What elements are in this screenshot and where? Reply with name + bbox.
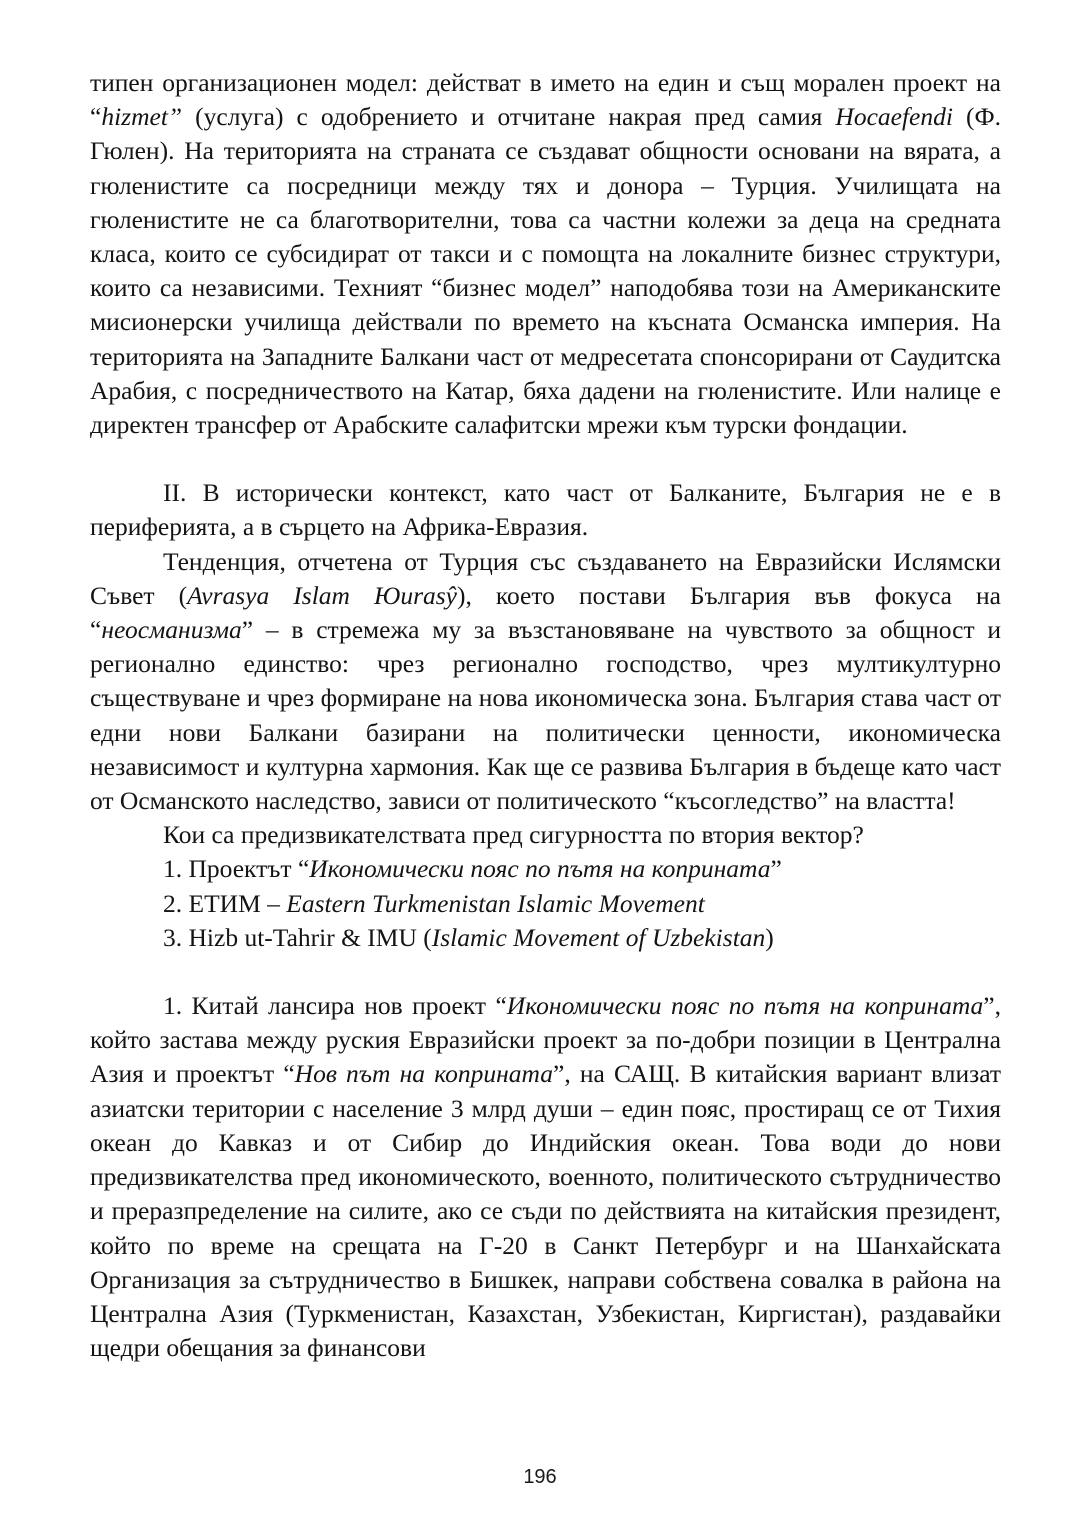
- paragraph-text: ”, който застава между руския Евразийски проект за по-добри позиции в Централна Азия и проектът “: [90, 991, 1001, 1089]
- page-body: [90, 66, 1001, 1365]
- paragraph-text: типен организационен модел: действат в името на един и същ морален проект на “: [90, 68, 1001, 132]
- paragraph-silk-road: [90, 989, 1001, 1365]
- paragraph-text: II. В исторически контекст, като част от Балканите, България не е в периферията, а в сърцето на Африка-Евразия.: [90, 478, 1001, 542]
- paragraph-text: ” – в стремежа му за възстановяване на чувството за общност и регионално единство: чрез регионално господство, чрез мултикултурно съществуване и чрез формиране на нова икономическа зона. България става част от едни нови Балкани базирани на политически ценности, икономическа независимост и културна хармония. Как ще се развива България в бъдеще като част от Османското наследство, зависи от политическото “късогледство” на властта!: [90, 615, 1001, 816]
- italic-term-avrasya: Avrasya Islam Юurasŷ: [187, 580, 457, 610]
- paragraph-spacer: [90, 442, 1001, 476]
- list-item: 1. Проектът “Икономически пояс по пътя на коприната”: [163, 854, 782, 884]
- page-number: 196: [523, 1466, 557, 1488]
- paragraph-text: (Ф. Гюлен). На територията на страната се създават общности основани на вярата, а гюленистите са посредници между тях и донора – Турция. Училищата на гюленистите не са благотворителни, това са частни колежи за деца на средната класа, които се субсидират от такси и с помощта на локалните бизнес структури, които са независими. Техният “бизнес модел” наподобява този на Американските мисионерски училища действали по времето на късната Османска империя. На територията на Западните Балкани част от медресетата спонсорирани от Саудитска Арабия, с посредничеството на Катар, бяха дадени на гюленистите. Или налице е директен трансфер от Арабските салафитски мрежи към турски фондации.: [90, 102, 1002, 440]
- paragraph-text: 1. Китай лансира нов проект “: [163, 991, 507, 1021]
- italic-term-new-silk-road: Нов път на коприната: [294, 1059, 554, 1089]
- paragraph-text: (услуга) с одобрението и отчитане накрая пред самия: [182, 102, 836, 132]
- italic-term-neo-ottomanism: неосманизма: [101, 615, 242, 645]
- paragraph-eurasian-council: [90, 545, 1001, 819]
- list-item: 2. ЕТИМ – Eastern Turkmenistan Islamic Movement: [163, 888, 705, 918]
- paragraph-gulen-model: [90, 66, 1001, 442]
- paragraph-question: [90, 818, 1001, 852]
- italic-term-hizmet: hizmet”: [101, 102, 183, 132]
- italic-term-economic-belt: Икономически пояс по пътя на коприната: [506, 991, 984, 1021]
- list-item: 3. Hizb ut-Tahrir & IMU (Islamic Movement of Uzbekistan): [163, 922, 774, 952]
- paragraph-spacer: [90, 955, 1001, 989]
- italic-term-hocaefendi: Hocaefendi: [835, 102, 953, 132]
- paragraph-text: Тенденция, отчетена от Турция със създаването на Евразийски Ислямски Съвет (: [90, 546, 1001, 610]
- paragraph-historical-context: [90, 476, 1001, 544]
- paragraph-text: ), което постави България във фокуса на “: [90, 580, 1001, 645]
- paragraph-text: ”, на САЩ. В китайския вариант влизат азиатски територии с население 3 млрд души – един пояс, простиращ се от Тихия океан до Кавказ и от Сибир до Индийския океан. Това води до нови предизвикателства пред икономическото, военното, политическото сътрудничество и преразпределение на силите, ако се съди по действията на китайския президент, който по време на срещата на Г-20 в Санкт Петербург и на Шанхайската Организация за сътрудничество в Бишкек, направи собствена совалка в района на Централна Азия (Туркменистан, Казахстан, Узбекистан, Киргистан), раздавайки щедри обещания за финансови: [90, 1059, 1002, 1363]
- paragraph-text: Кои са предизвикателствата пред сигурността по втория вектор?: [163, 820, 864, 850]
